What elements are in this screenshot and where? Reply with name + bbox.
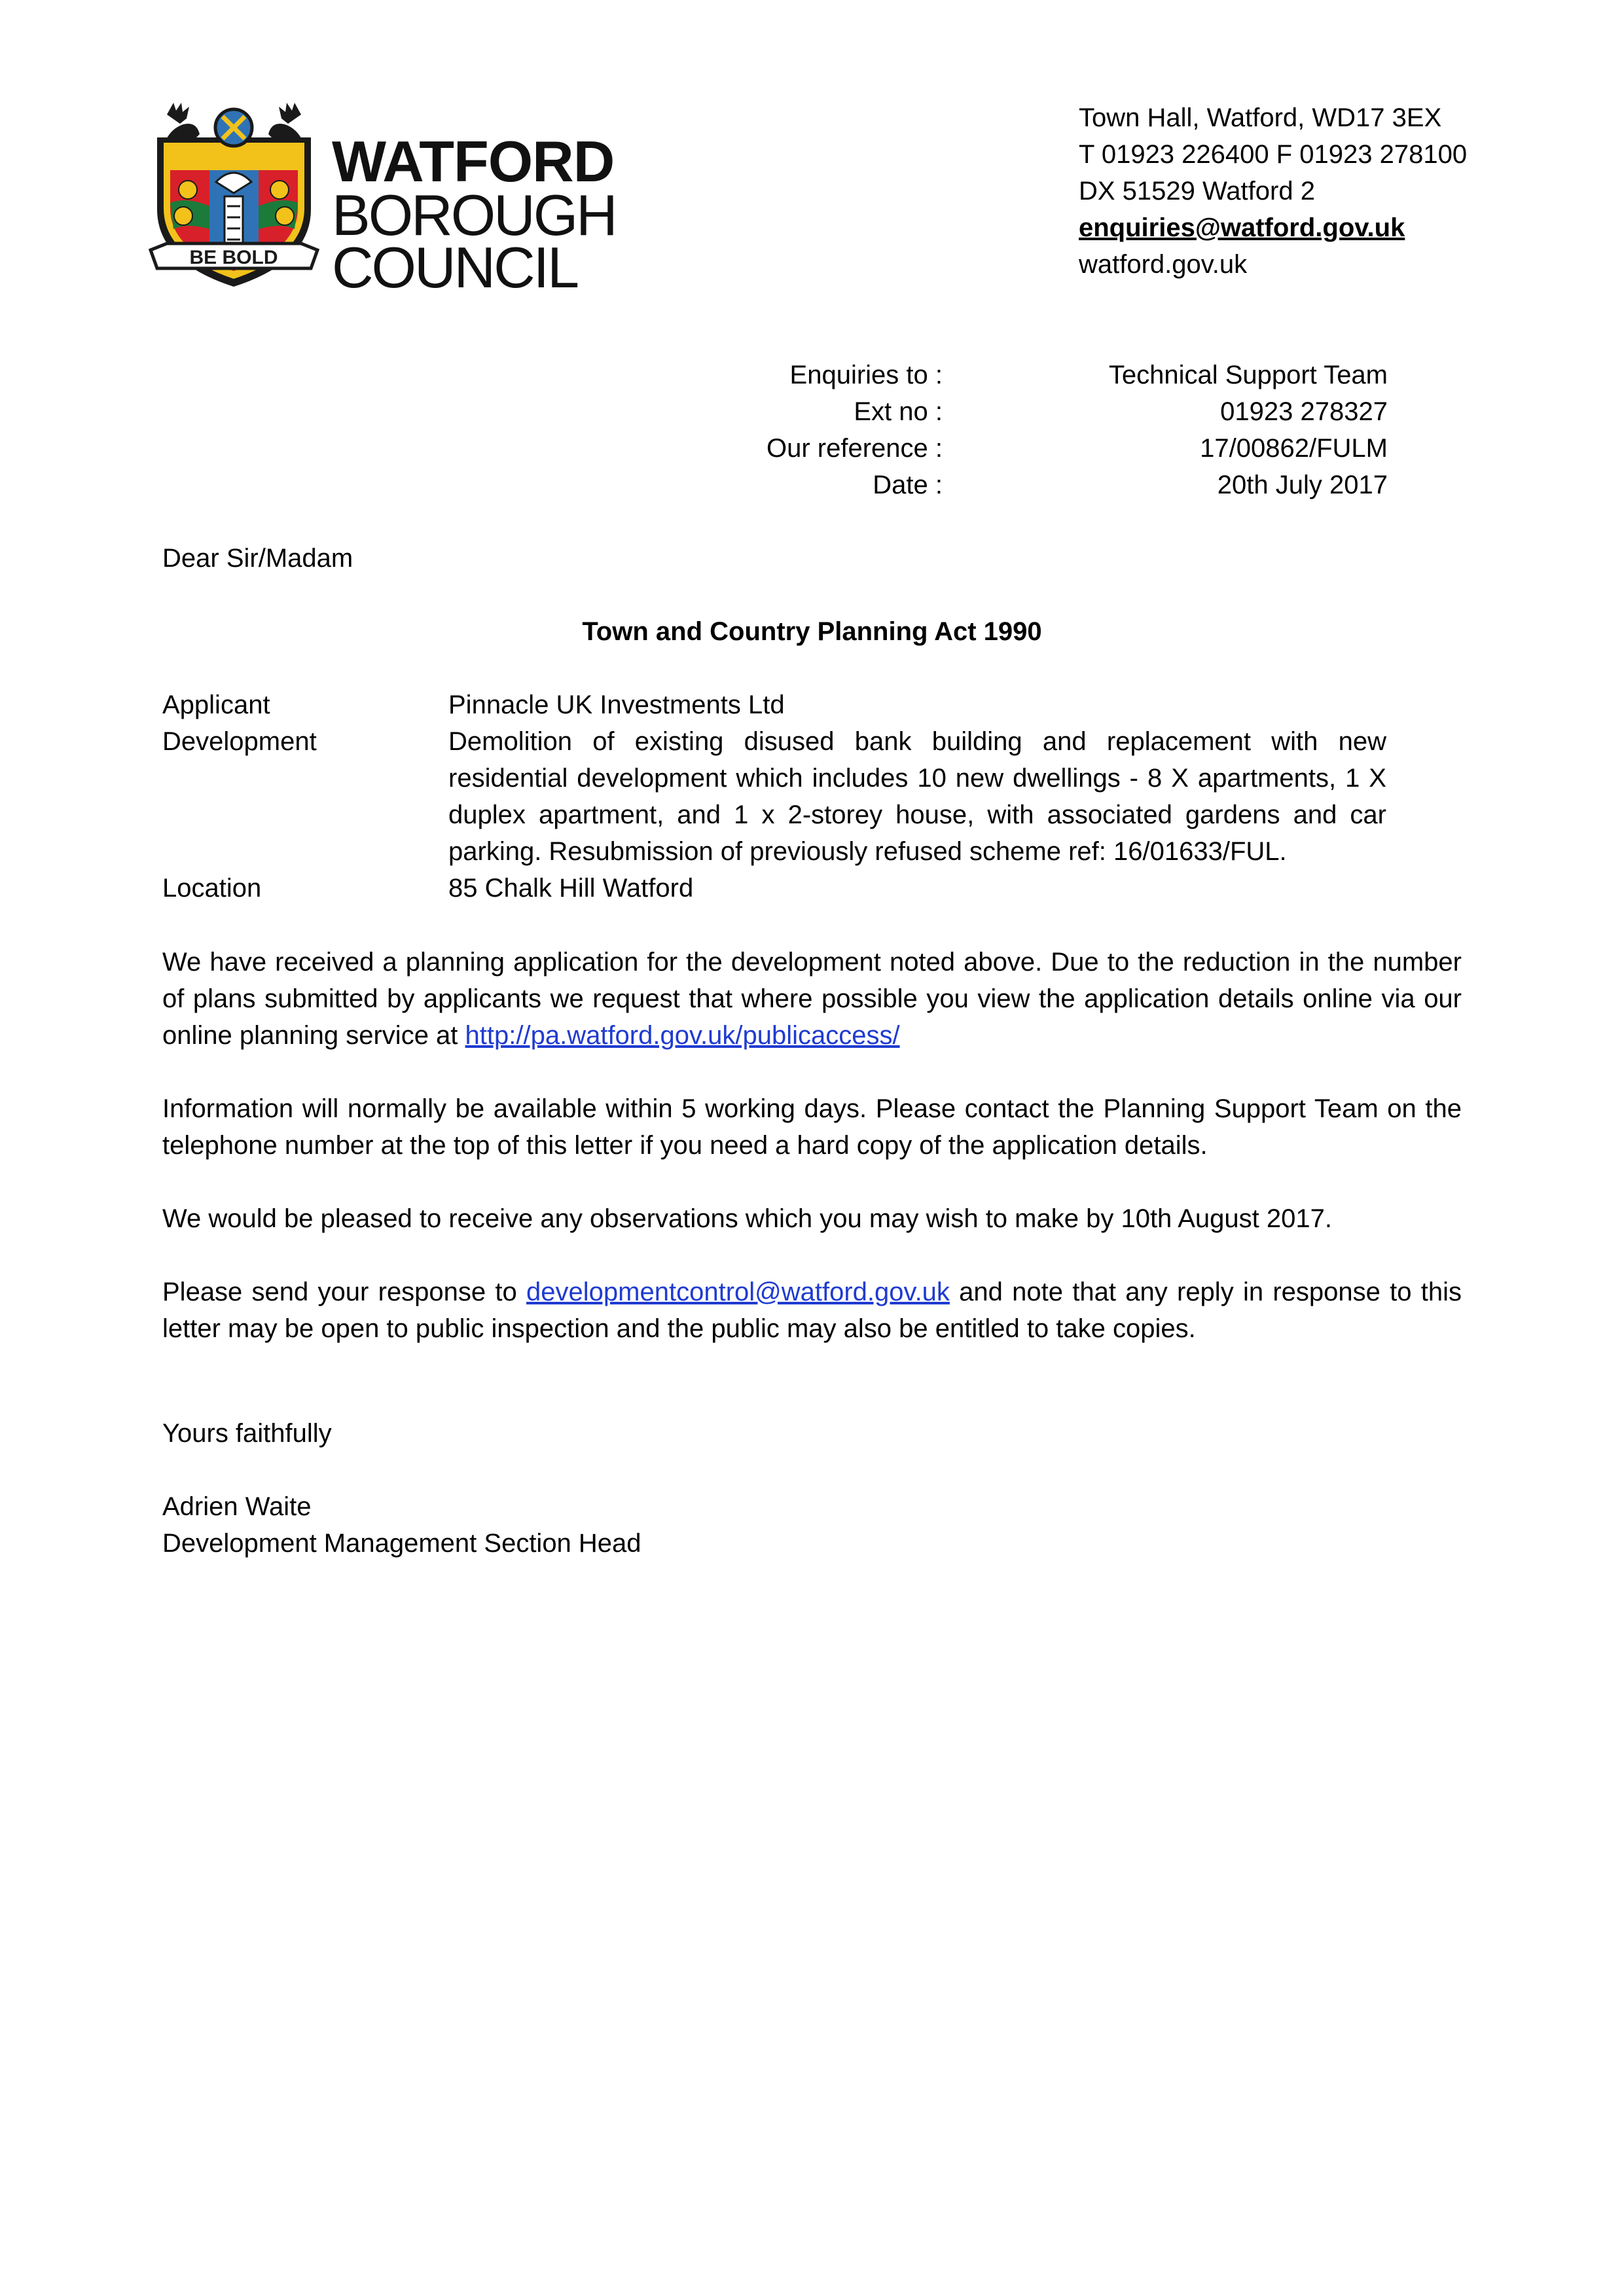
ref-value: 17/00862/FULM	[1200, 434, 1388, 463]
wordmark-line-2: BOROUGH	[332, 183, 616, 247]
paragraph-observations: We would be pleased to receive any observations which you may wish to make by 10th August 2017.	[162, 1204, 1332, 1233]
detail-row-location	[162, 870, 1386, 906]
address-line-1: Town Hall, Watford, WD17 3EX	[1079, 103, 1442, 132]
development-control-email-link[interactable]: developmentcontrol@watford.gov.uk	[526, 1278, 950, 1306]
ref-value: 01923 278327	[1220, 397, 1388, 426]
council-wordmark	[332, 129, 620, 300]
paragraph-received	[162, 944, 1462, 1054]
ref-label: Ext no :	[854, 397, 943, 426]
address-email-link[interactable]: enquiries@watford.gov.uk	[1079, 213, 1405, 242]
ref-row-reference	[655, 430, 1388, 467]
signatory-name: Adrien Waite	[162, 1492, 312, 1521]
ref-value: Technical Support Team	[1108, 361, 1388, 389]
address-phone-fax: T 01923 226400 F 01923 278100	[1079, 140, 1468, 169]
detail-value: 85 Chalk Hill Watford	[448, 874, 694, 903]
closing: Yours faithfully	[162, 1419, 332, 1448]
council-address	[1079, 99, 1467, 283]
act-title: Town and Country Planning Act 1990	[582, 617, 1042, 646]
address-website: watford.gov.uk	[1079, 250, 1248, 279]
address-dx: DX 51529 Watford 2	[1079, 177, 1315, 206]
svg-text:BE BOLD: BE BOLD	[189, 247, 278, 268]
ref-row-date	[655, 467, 1388, 503]
ref-label: Date :	[873, 471, 943, 499]
signatory-title: Development Management Section Head	[162, 1529, 641, 1558]
wordmark-line-3: COUNCIL	[332, 235, 578, 300]
detail-row-development	[162, 723, 1386, 870]
ref-label: Our reference :	[766, 434, 943, 463]
detail-value: Demolition of existing disused bank building and replacement with new residential development which includes 10 new dwellings - 8 X apartments, 1 X duplex apartment, and 1 x 2-storey house, with associated gardens and car parking. Resubmission of previously refused scheme ref: 16/01633/FUL.	[448, 727, 1386, 866]
ref-row-enquiries	[655, 357, 1388, 393]
public-access-link[interactable]: http://pa.watford.gov.uk/publicaccess/	[465, 1021, 900, 1050]
detail-row-applicant	[162, 687, 1386, 723]
council-crest-icon	[147, 98, 321, 291]
wordmark-line-1: WATFORD	[332, 129, 615, 194]
detail-label: Location	[162, 874, 262, 903]
reference-block	[655, 357, 1388, 503]
council-logo	[147, 98, 619, 300]
paragraph-text: Please send your response to	[162, 1278, 527, 1306]
salutation: Dear Sir/Madam	[162, 544, 353, 573]
paragraph-information: Information will normally be available within 5 working days. Please contact the Planning Support Team on the telephone number at the top of this letter if you need a hard copy of the application details.	[162, 1094, 1462, 1160]
paragraph-text: We have received a planning application for the development noted above. Due to the reduction in the number of plans submitted by applicants we request that where possible you view the application details online via our online planning service at	[162, 948, 1462, 1050]
ref-value: 20th July 2017	[1217, 471, 1388, 499]
application-details	[162, 687, 1386, 906]
signature-block	[162, 1488, 641, 1562]
paragraph-response	[162, 1274, 1462, 1347]
detail-value: Pinnacle UK Investments Ltd	[448, 691, 785, 719]
paragraph-text: and note that any reply in response to this letter may be open to public inspection and the public may also be entitled to take copies.	[162, 1278, 1462, 1343]
detail-label: Applicant	[162, 691, 270, 719]
detail-label: Development	[162, 727, 317, 756]
ref-label: Enquiries to :	[789, 361, 943, 389]
ref-row-ext	[655, 393, 1388, 430]
